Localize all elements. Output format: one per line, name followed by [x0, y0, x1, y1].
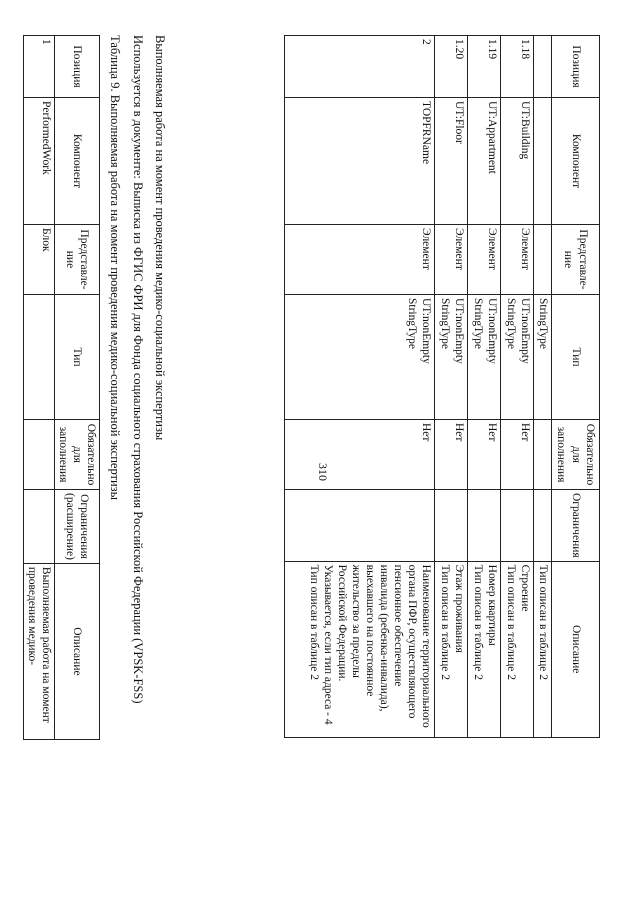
cell-description: Тип описан в таблице 2 — [534, 561, 552, 737]
header-description: Описание — [54, 563, 99, 739]
cell-type — [23, 295, 54, 420]
cell-position: 1.20 — [435, 36, 468, 98]
cell-position: 2 — [285, 36, 435, 98]
table-row — [468, 36, 501, 738]
cell-restrictions — [501, 490, 534, 562]
header-required: Обязательно для заполнения — [54, 420, 99, 490]
header-required: Обязательно для заполнения — [552, 420, 600, 490]
cell-representation: Элемент — [501, 225, 534, 295]
rotated-page-content — [25, 35, 600, 885]
header-position: Позиция — [54, 36, 99, 98]
cell-representation: Блок — [23, 225, 54, 295]
cell-component: PerformedWork — [23, 98, 54, 225]
cell-representation: Элемент — [468, 225, 501, 295]
used-in-note: Используется в документе: Выписка из ФГИС ФРИ для Фонда социального страхования Российской Федерации (VPSK-FSS) — [131, 35, 145, 704]
cell-description: Этаж проживания Тип описан в таблице 2 — [435, 561, 468, 737]
table-row — [435, 36, 468, 738]
cell-required: Нет — [468, 420, 501, 490]
cell-restrictions — [435, 490, 468, 562]
table-header-row — [552, 36, 600, 738]
header-restrictions: Ограничения (расширение) — [54, 490, 99, 564]
cell-restrictions — [285, 490, 435, 562]
cell-type: UT:nonEmpty StringType — [435, 295, 468, 420]
cell-component: UT:Building — [501, 98, 534, 225]
table-row — [534, 36, 552, 738]
header-component: Компонент — [552, 98, 600, 225]
cell-type: UT:nonEmpty StringType — [468, 295, 501, 420]
header-type: Тип — [54, 295, 99, 420]
performed-work-table — [23, 35, 100, 740]
cell-required — [534, 420, 552, 490]
table-row — [501, 36, 534, 738]
cell-component — [534, 98, 552, 225]
attributes-table — [284, 35, 600, 738]
cell-required — [23, 420, 54, 490]
cell-component: UT:Floor — [435, 98, 468, 225]
table-header-row — [54, 36, 99, 740]
page-number: 310 — [316, 463, 330, 481]
cell-type: UT:nonEmpty StringType — [285, 295, 435, 420]
header-restrictions: Ограничения — [552, 490, 600, 562]
cell-restrictions — [468, 490, 501, 562]
cell-description: Строение Тип описан в таблице 2 — [501, 561, 534, 737]
cell-representation: Элемент — [435, 225, 468, 295]
cell-restrictions — [23, 490, 54, 564]
cell-position: 1 — [23, 36, 54, 98]
cell-type: StringType — [534, 295, 552, 420]
cell-required: Нет — [501, 420, 534, 490]
header-type: Тип — [552, 295, 600, 420]
table-caption: Таблица 9. Выполняемая работа на момент проведения медико-социальной экспертизы — [108, 35, 122, 501]
cell-component: TOPFRName — [285, 98, 435, 225]
cell-position — [534, 36, 552, 98]
table-row — [23, 36, 54, 740]
cell-description: Наименование территориального органа ПФР, осуществляющего пенсионное обеспечение инвалида (ребенка-инвалида), выехавшего на постоянное жительство за пределы Российской Федерации. Указывается, если тип адреса - 4 Тип описан в таблице 2 — [285, 561, 435, 737]
cell-representation — [534, 225, 552, 295]
cell-type: UT:nonEmpty StringType — [501, 295, 534, 420]
cell-component: UT:Appartment — [468, 98, 501, 225]
header-component: Компонент — [54, 98, 99, 225]
cell-representation: Элемент — [285, 225, 435, 295]
cell-restrictions — [534, 490, 552, 562]
section-title: Выполняемая работа на момент проведения медико-социальной экспертизы — [153, 35, 167, 441]
cell-description: Выполняемая работа на момент проведения медико- — [23, 563, 54, 739]
header-position: Позиция — [552, 36, 600, 98]
table-row — [285, 36, 435, 738]
cell-required: Нет — [285, 420, 435, 490]
header-representation: Представле-ние — [54, 225, 99, 295]
header-representation: Представле-ние — [552, 225, 600, 295]
cell-position: 1.18 — [501, 36, 534, 98]
header-description: Описание — [552, 561, 600, 737]
cell-description: Номер квартиры Тип описан в таблице 2 — [468, 561, 501, 737]
cell-required: Нет — [435, 420, 468, 490]
cell-position: 1.19 — [468, 36, 501, 98]
